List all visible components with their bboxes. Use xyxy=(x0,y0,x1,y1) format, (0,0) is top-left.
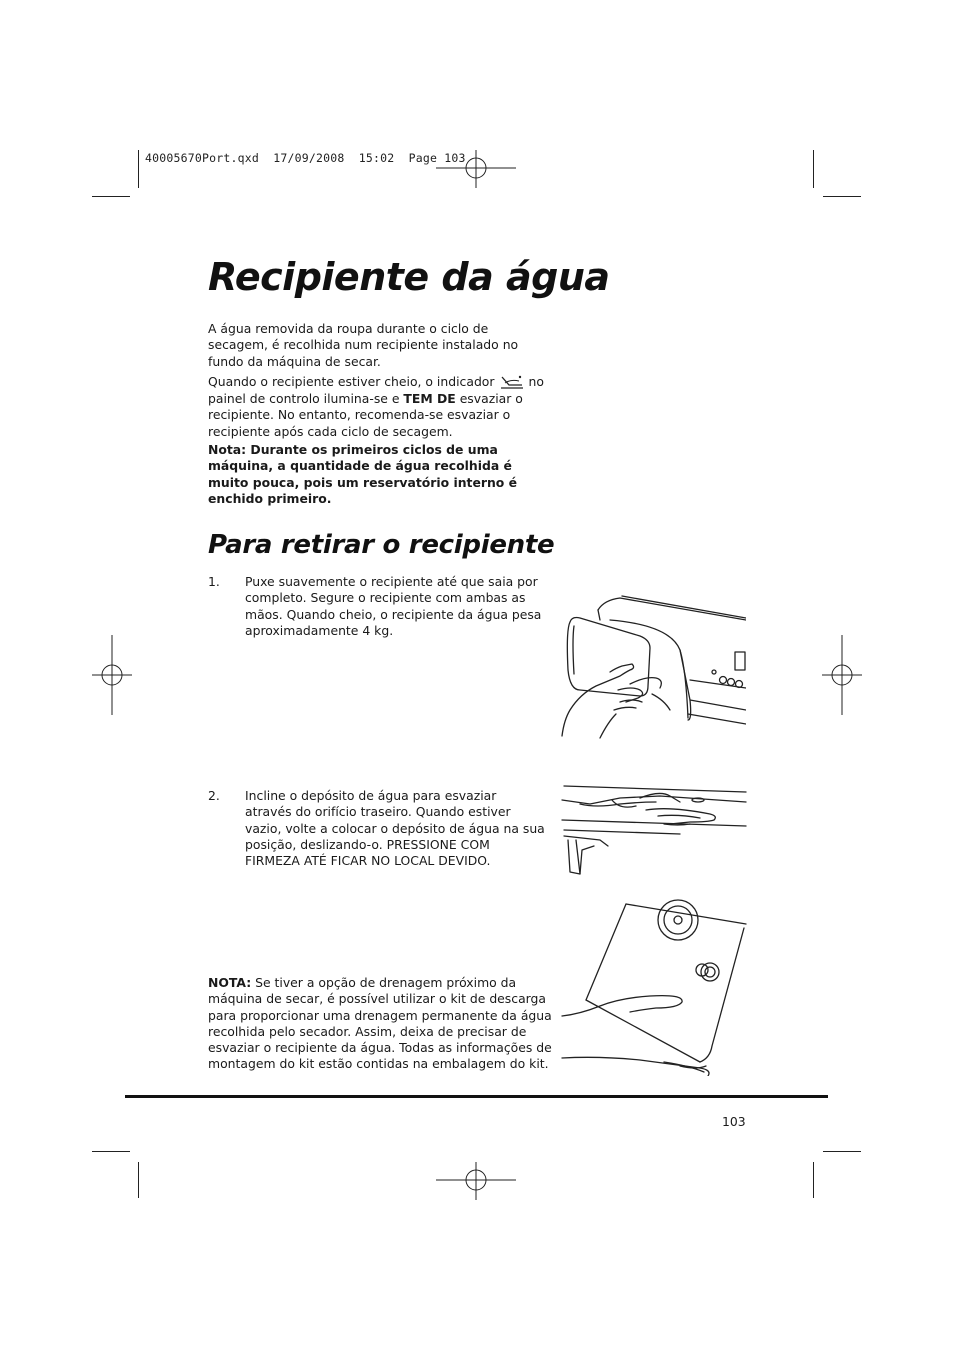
registration-mark-top xyxy=(436,148,516,190)
intro-p2-end: esvaziar o recipiente. No entanto, recomenda-se esvaziar o recipiente após cada ciclo de secagem. xyxy=(208,391,523,439)
nota-text: Se tiver a opção de drenagem próximo da máquina de secar, é possível utilizar o kit de descarga para proporcionar uma drenagem permanente da água recolhida pelo secador. Assim, deixa de precisar de esvaziar o recipiente da água. Todas as informações de montagem do kit estão contidas na embalagem do kit. xyxy=(208,975,552,1072)
intro-note: Nota: Durante os primeiros ciclos de uma máquina, a quantidade de água recolhida é muito pouca, pois um reservatório interno é enchido primeiro. xyxy=(208,442,518,506)
illustration-remove-container xyxy=(560,590,746,740)
registration-mark-right xyxy=(820,635,864,715)
illustration-hold-container xyxy=(560,898,748,1076)
step-2-number: 2. xyxy=(208,788,220,803)
step-1-number: 1. xyxy=(208,574,220,589)
intro-paragraph-1: A água removida da roupa durante o ciclo de secagem, é recolhida num recipiente instalado no fundo da máquina de secar. xyxy=(208,321,519,369)
registration-mark-left xyxy=(90,635,134,715)
step-1-text: Puxe suavemente o recipiente até que saia por completo. Segure o recipiente com ambas as mãos. Quando cheio, o recipiente da água pesa aproximadamente 4 kg. xyxy=(245,574,542,638)
print-slug: 40005670Port.qxd 17/09/2008 15:02 Page 103 xyxy=(145,151,466,165)
intro-p2-middle: no painel de controlo ilumina-se e xyxy=(208,374,544,406)
intro-paragraph-2 xyxy=(208,373,548,440)
step-2-text: Incline o depósito de água para esvaziar através do orifício traseiro. Quando estiver vazio, volte a colocar o depósito de água na sua posição, deslizando-o. PRESSIONE COM FIRMEZA ATÉ FICAR NO LOCAL DEVIDO. xyxy=(245,788,545,869)
nota-paragraph xyxy=(208,975,553,1073)
footer-rule xyxy=(125,1095,828,1098)
page-number: 103 xyxy=(722,1114,746,1129)
water-container-full-icon xyxy=(499,373,525,391)
intro-p2-start: Quando o recipiente estiver cheio, o indicador xyxy=(208,374,495,389)
section-title: Para retirar o recipiente xyxy=(208,530,555,560)
intro-p2-bold: TEM DE xyxy=(403,391,456,406)
illustration-empty-container xyxy=(560,780,748,876)
page-title: Recipiente da água xyxy=(208,255,610,299)
nota-label: NOTA: xyxy=(208,975,252,990)
registration-mark-bottom xyxy=(436,1160,516,1202)
